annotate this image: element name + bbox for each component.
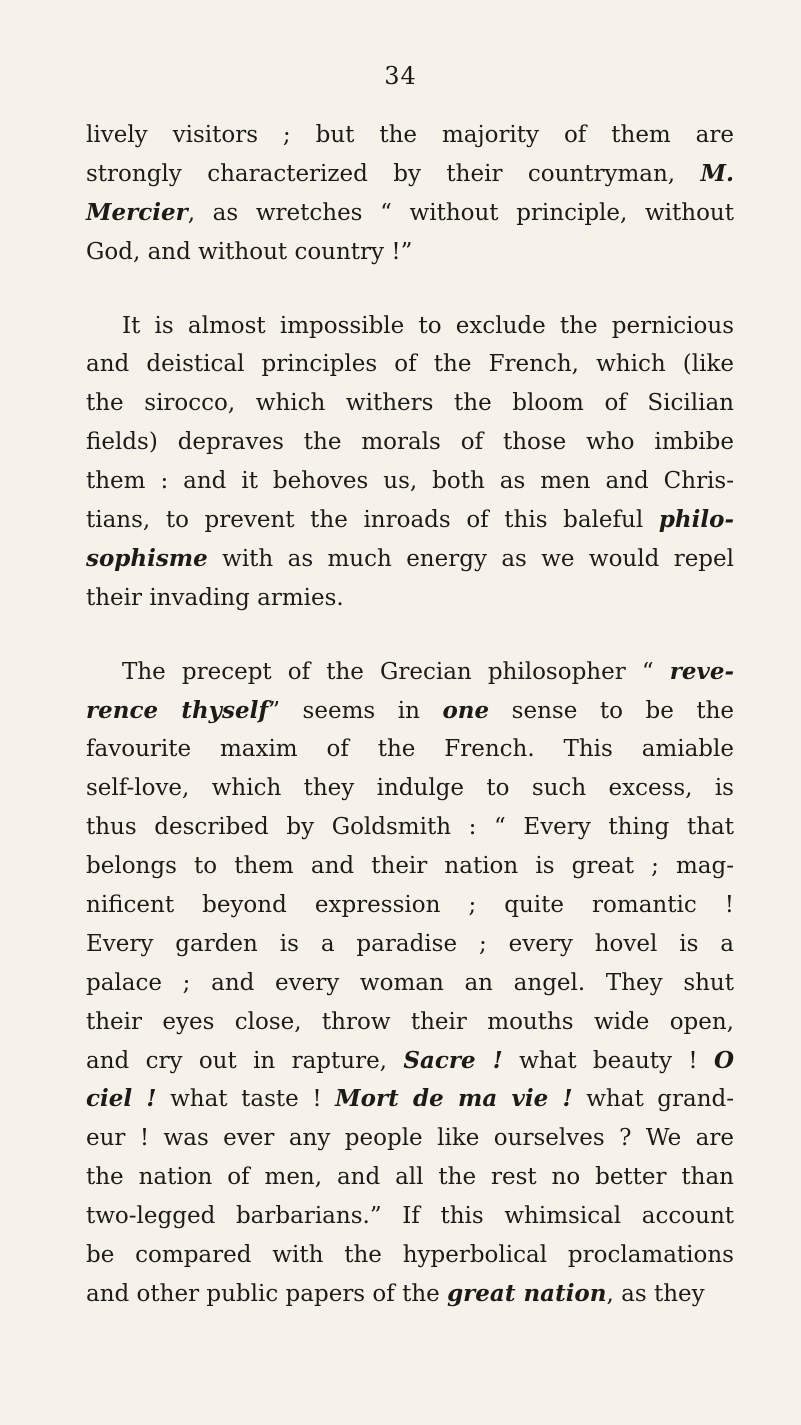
- text-line: [86, 423, 734, 462]
- text-run: the sirocco, which withers the bloom of Sicilian: [86, 390, 734, 417]
- text-line: [86, 155, 734, 194]
- text-run: ” seems in: [268, 697, 443, 724]
- text-run: what taste !: [156, 1086, 336, 1113]
- italic-text: reve-: [669, 657, 734, 685]
- text-line: [86, 116, 734, 155]
- text-run: strongly characterized by their countryman,: [86, 160, 701, 187]
- text-run: thus described by Goldsmith : “ Every thing that: [86, 814, 734, 841]
- italic-text: rence thyself: [86, 696, 269, 724]
- text-run: what beauty !: [502, 1047, 714, 1074]
- text-run: , as they: [606, 1280, 705, 1307]
- text-line: [86, 233, 734, 272]
- italic-text: one: [442, 696, 490, 724]
- text-line: [86, 1275, 734, 1314]
- text-run: tians, to prevent the inroads of this baleful: [86, 507, 659, 534]
- paragraph-gap: [86, 618, 734, 653]
- text-line: [86, 1003, 734, 1042]
- text-run: them : and it behoves us, both as men and Chris-: [86, 468, 734, 495]
- text-line: [86, 1197, 734, 1236]
- italic-text: M.: [700, 159, 734, 187]
- italic-text: Sacre !: [403, 1046, 503, 1074]
- text-line: [86, 925, 734, 964]
- text-run: and cry out in rapture,: [86, 1047, 404, 1074]
- text-run: Every garden is a paradise ; every hovel is a: [86, 930, 734, 957]
- text-line: [86, 1080, 734, 1119]
- italic-text: ciel !: [86, 1085, 157, 1113]
- text-line: [86, 730, 734, 769]
- text-line: [86, 1158, 734, 1197]
- page-body: [86, 116, 734, 1314]
- text-line: [86, 653, 734, 692]
- text-run: what grand-: [572, 1086, 735, 1113]
- text-line: [86, 194, 734, 233]
- text-run: two-legged barbarians.” If this whimsical account: [86, 1203, 734, 1230]
- paragraph-gap: [86, 272, 734, 307]
- text-run: self-love, which they indulge to such excess, is: [86, 775, 734, 802]
- text-run: fields) depraves the morals of those who imbibe: [86, 429, 734, 456]
- text-line: [86, 501, 734, 540]
- text-run: belongs to them and their nation is great ; mag-: [86, 853, 734, 880]
- text-line: [86, 769, 734, 808]
- italic-text: great nation: [447, 1279, 607, 1307]
- text-run: God, and without country !”: [86, 238, 413, 265]
- text-line: [86, 462, 734, 501]
- text-line: [86, 847, 734, 886]
- italic-text: sophisme: [86, 544, 208, 572]
- text-run: It is almost impossible to exclude the pernicious: [122, 312, 734, 339]
- text-line: [86, 1119, 734, 1158]
- italic-text: Mercier: [86, 198, 188, 226]
- text-line: [86, 1042, 734, 1081]
- text-run: and deistical principles of the French, which (like: [86, 351, 734, 378]
- text-run: The precept of the Grecian philosopher “: [122, 658, 670, 685]
- text-line: [86, 345, 734, 384]
- text-run: , as wretches “ without principle, without: [187, 199, 734, 226]
- text-line: [86, 540, 734, 579]
- text-run: eur ! was ever any people like ourselves ? We are: [86, 1125, 734, 1152]
- italic-text: Mort de ma vie !: [335, 1085, 573, 1113]
- paragraph: [86, 653, 734, 1314]
- text-line: [86, 886, 734, 925]
- text-run: be compared with the hyperbolical proclamations: [86, 1242, 734, 1269]
- text-line: [86, 964, 734, 1003]
- text-run: palace ; and every woman an angel. They shut: [86, 969, 734, 996]
- paragraph: [86, 307, 734, 618]
- text-run: with as much energy as we would repel: [207, 545, 734, 572]
- text-run: nificent beyond expression ; quite romantic !: [86, 892, 734, 919]
- text-run: the nation of men, and all the rest no better than: [86, 1164, 734, 1191]
- italic-text: O: [713, 1046, 735, 1074]
- italic-text: philo-: [658, 506, 734, 534]
- text-line: [86, 808, 734, 847]
- page-number: 34: [384, 62, 417, 90]
- text-line: [86, 384, 734, 423]
- text-line: [86, 1236, 734, 1275]
- text-run: favourite maxim of the French. This amiable: [86, 736, 734, 763]
- text-run: lively visitors ; but the majority of them are: [86, 122, 734, 148]
- paragraph: [86, 116, 734, 272]
- text-run: sense to be the: [489, 697, 735, 724]
- text-run: their invading armies.: [86, 584, 344, 611]
- text-line: [86, 579, 734, 618]
- text-line: [86, 692, 734, 731]
- text-run: their eyes close, throw their mouths wide open,: [86, 1008, 734, 1035]
- text-run: and other public papers of the: [86, 1280, 448, 1307]
- text-line: [86, 307, 734, 346]
